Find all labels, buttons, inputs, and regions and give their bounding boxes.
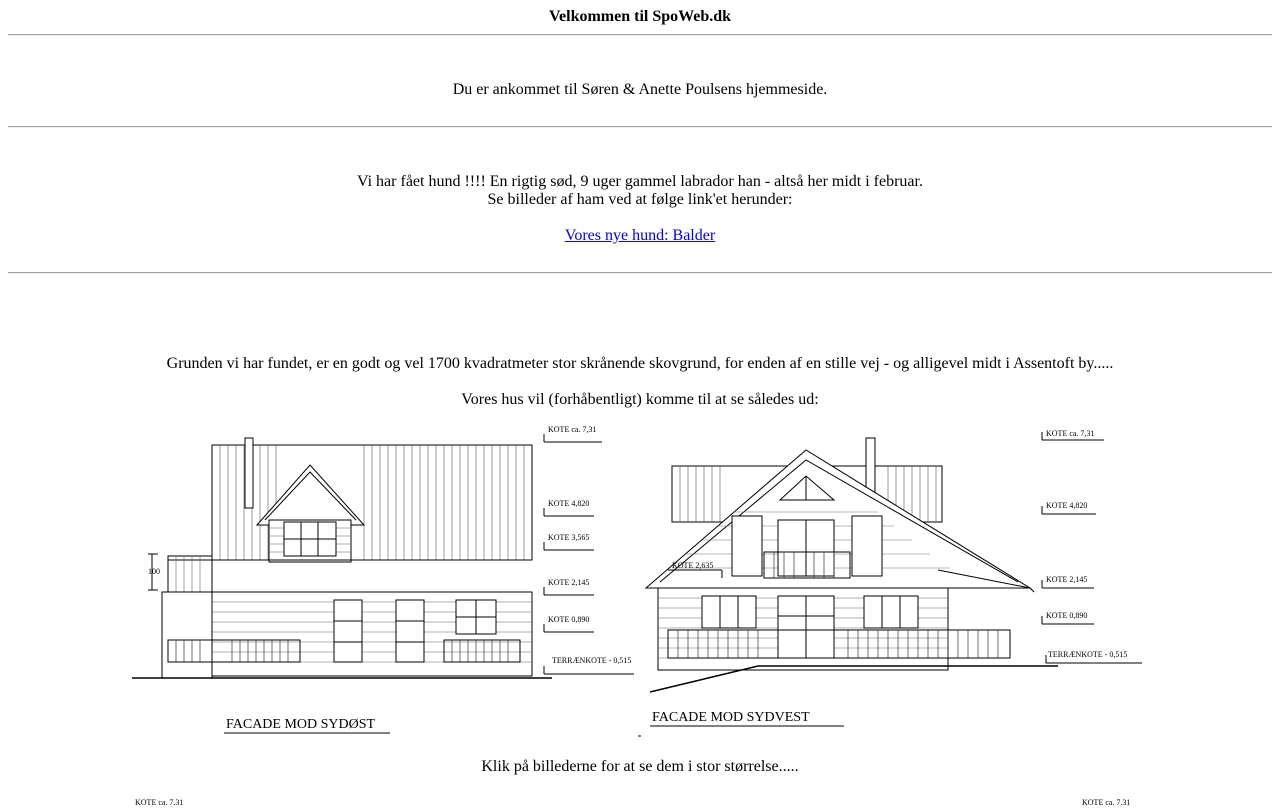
level-label: KOTE 0,890 (548, 615, 590, 624)
level-label: KOTE 2,145 (1046, 575, 1088, 584)
level-label: KOTE 3,565 (548, 533, 590, 542)
click-hint: Klik på billederne for at se dem i stor størrelse..... (481, 758, 799, 775)
drawing-southeast-image[interactable] (132, 420, 642, 738)
level-label: KOTE 4,820 (548, 499, 590, 508)
page-title: Velkommen til SpoWeb.dk (548, 8, 732, 25)
level-label: KOTE ca. 7,31 (1046, 429, 1095, 438)
level-label: KOTE 0,890 (1046, 611, 1088, 620)
intro-text: Du er ankommet til Søren & Anette Poulsens hjemmeside. (452, 81, 828, 98)
level-label: KOTE 4,820 (1046, 501, 1088, 510)
level-label: KOTE ca. 7,31 (1082, 798, 1131, 805)
dimension-label: 100 (148, 567, 160, 576)
level-label: KOTE 2,635 (672, 561, 714, 570)
level-label: TERRÆNKOTE - 0,515 (552, 656, 632, 665)
dog-link[interactable]: Vores nye hund: Balder (564, 227, 716, 244)
drawing-southeast-link[interactable] (132, 420, 642, 743)
drawing-caption-southeast: FACADE MOD SYDØST (226, 717, 376, 732)
drawing-southwest-link[interactable] (638, 420, 1148, 743)
level-label: KOTE ca. 7,31 (548, 425, 597, 434)
dog-link-hint: Se billeder af ham ved at følge link'et herunder: (487, 191, 793, 208)
level-label: TERRÆNKOTE - 0,515 (1048, 650, 1128, 659)
plot-description: Grunden vi har fundet, er en godt og vel 1700 kvadratmeter stor skrånende skovgrund, for enden af en stille vej - og alligevel midt i Assentoft by..... (166, 355, 1114, 372)
level-label: KOTE ca. 7,31 (135, 798, 184, 805)
dog-announcement: Vi har fået hund !!!! En rigtig sød, 9 uger gammel labrador han - altså her midt i februar. (357, 173, 923, 190)
next-drawings-strip[interactable] (0, 792, 1280, 805)
house-drawings (0, 420, 1280, 744)
level-label: KOTE 2,145 (548, 578, 590, 587)
drawing-caption-southwest: FACADE MOD SYDVEST (652, 710, 810, 725)
house-intro: Vores hus vil (forhåbentligt) komme til at se således ud: (461, 391, 819, 408)
drawing-southwest-image[interactable] (638, 420, 1148, 738)
